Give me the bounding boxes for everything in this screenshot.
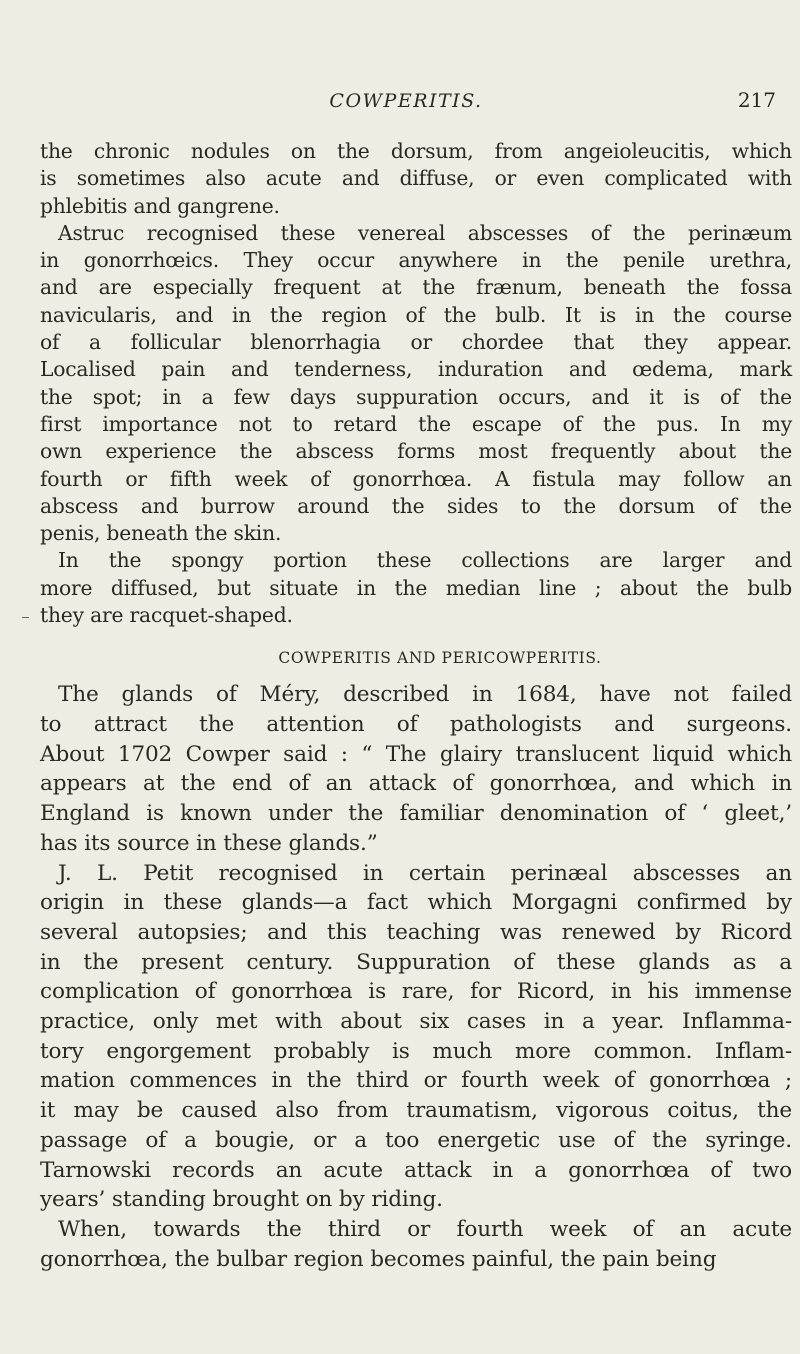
paragraph [40, 138, 792, 220]
text-line: penis, beneath the skin. [40, 521, 282, 546]
text-line: several autopsies; and this teaching was renewed by Ricord [40, 919, 792, 945]
text-line: and are especially frequent at the frænum, beneath the fossa [40, 275, 792, 300]
text-line: to attract the attention of pathologists and surgeons. [40, 712, 792, 738]
text-line: In the spongy portion these collections are larger and [58, 548, 792, 573]
margin-mark [22, 617, 29, 618]
text-line: England is known under the familiar denomination of ‘ gleet,’ [40, 801, 792, 827]
text-line: Tarnowski records an acute attack in a gonorrhœa of two [40, 1157, 792, 1183]
text-line: J. L. Petit recognised in certain perinæal abscesses an [58, 860, 792, 886]
text-line: navicularis, and in the region of the bulb. It is in the course [40, 302, 792, 327]
text-line: it may be caused also from traumatism, vigorous coitus, the [40, 1098, 792, 1124]
text-line: Astruc recognised these venereal abscesses of the perinæum [58, 220, 792, 245]
text-line: practice, only met with about six cases in a year. Inflamma- [40, 1009, 792, 1035]
running-title: COWPERITIS. [329, 90, 483, 112]
text-line: they are racquet-shaped. [40, 603, 293, 628]
section-heading: COWPERITIS AND PERICOWPERITIS. [278, 649, 602, 668]
text-line: phlebitis and gangrene. [40, 193, 280, 218]
text-line: fourth or fifth week of gonorrhœa. A fistula may follow an [40, 466, 792, 491]
text-line: own experience the abscess forms most frequently about the [40, 439, 792, 464]
text-line: Localised pain and tenderness, induration and œdema, mark [40, 357, 792, 382]
paragraph [40, 1215, 792, 1274]
page-number: 217 [737, 88, 776, 112]
paragraph [40, 680, 792, 858]
section-bottom [40, 680, 792, 1274]
text-line: in the present century. Suppuration of these glands as a [40, 949, 792, 975]
text-line: has its source in these glands.” [40, 830, 378, 856]
text-line: more diffused, but situate in the median line ; about the bulb [40, 575, 792, 600]
text-line: origin in these glands—a fact which Morgagni confirmed by [40, 890, 792, 916]
text-line: When, towards the third or fourth week of an acute [58, 1217, 792, 1242]
text-line: the spot; in a few days suppuration occurs, and it is of the [40, 384, 792, 409]
text-line: years’ standing brought on by riding. [40, 1187, 443, 1213]
body-text [40, 138, 792, 1274]
running-head [36, 88, 776, 118]
text-line: first importance not to retard the escape of the pus. In my [40, 411, 792, 436]
paragraph [40, 859, 792, 1215]
text-line: the chronic nodules on the dorsum, from angeioleucitis, which [40, 139, 792, 163]
text-line: of a follicular blenorrhagia or chordee that they appear. [40, 330, 792, 355]
text-line: mation commences in the third or fourth week of gonorrhœa ; [40, 1068, 792, 1094]
paragraph [40, 220, 792, 548]
text-line: tory engorgement probably is much more common. Inflam- [40, 1038, 792, 1064]
text-line: passage of a bougie, or a too energetic use of the syringe. [40, 1127, 792, 1153]
text-line: complication of gonorrhœa is rare, for Ricord, in his immense [40, 979, 792, 1005]
text-line: in gonorrhœics. They occur anywhere in the penile urethra, [40, 248, 792, 273]
text-line: appears at the end of an attack of gonorrhœa, and which in [40, 771, 792, 797]
paragraph [40, 547, 792, 629]
text-line: The glands of Méry, described in 1684, have not failed [58, 682, 792, 708]
text-line: gonorrhœa, the bulbar region becomes painful, the pain being [40, 1246, 717, 1272]
text-line: abscess and burrow around the sides to the dorsum of the [40, 493, 792, 518]
text-line: is sometimes also acute and diffuse, or even complicated with [40, 166, 792, 191]
text-line: About 1702 Cowper said : “ The glairy translucent liquid which [40, 741, 792, 767]
section-top [40, 138, 792, 629]
